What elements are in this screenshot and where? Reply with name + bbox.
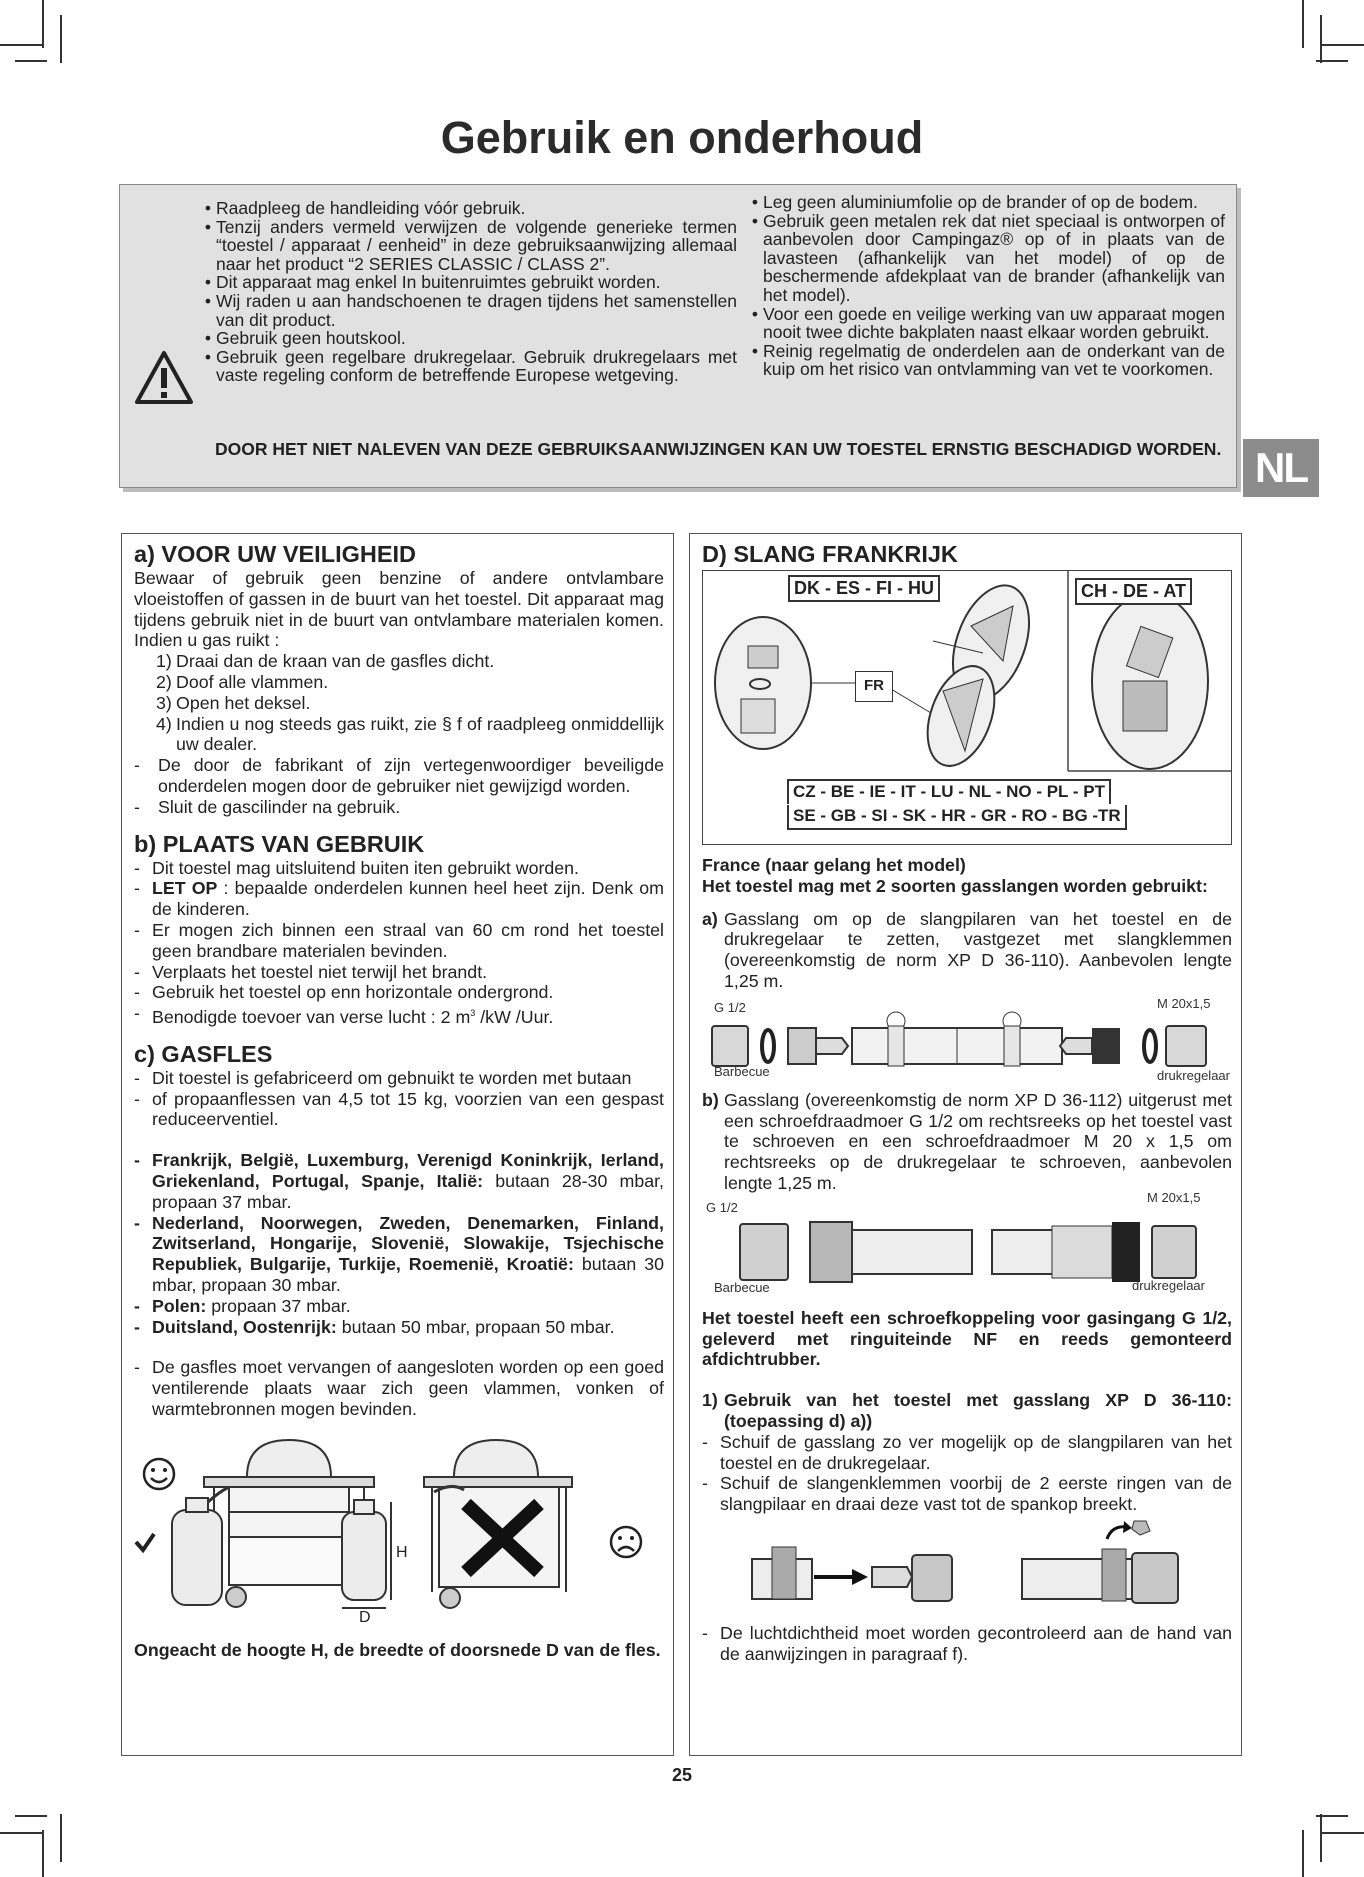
- crop-mark: [60, 1814, 62, 1862]
- list-item: - Dit toestel mag uitsluitend buiten iten gebruikt worden.: [134, 857, 579, 878]
- crop-mark: [42, 1830, 44, 1877]
- step-text: Draai dan de kraan van de gasfles dicht.: [176, 651, 495, 672]
- section-a-steps: [134, 651, 664, 755]
- crop-mark: [1302, 1830, 1304, 1877]
- dimension-h-label: H: [396, 1543, 408, 1561]
- step-number: 1): [156, 651, 172, 672]
- hose-b-figure: [702, 1189, 1232, 1298]
- crop-mark: [0, 1832, 42, 1834]
- bullet: •: [204, 346, 212, 367]
- bullet: •: [204, 328, 212, 349]
- france-subtitle: Het toestel mag met 2 soorten gasslangen worden gebruikt:: [702, 875, 1208, 896]
- bullet-text: Tenzij anders vermeld verwijzen de volgende generieke termen “toestel / apparaat / eenheid” in deze gebruiksaanwijzing allemaal naar het product “2 SERIES CLASSIC / CLASS 2”.: [216, 216, 737, 274]
- warning-list-left: [200, 199, 737, 385]
- fig1-right-label: drukregelaar: [1157, 1067, 1230, 1083]
- country-pressure-list: [134, 1150, 664, 1337]
- pressure-values: butaan 30 mbar, propaan 30 mbar.: [152, 1254, 664, 1296]
- list-item: [134, 797, 664, 818]
- crop-mark: [15, 1815, 47, 1817]
- bullet-text: Reinig regelmatig de onderdelen aan de onderkant van de kuip om het risico van ontvlamming van vet te voorkomen.: [763, 340, 1225, 380]
- country-pressure-text: [152, 1213, 664, 1296]
- crop-mark: [1302, 0, 1304, 48]
- hose-connector-figure: [702, 570, 1232, 845]
- gas-cylinder-left: [172, 1487, 229, 1605]
- hose-a-figure: [702, 996, 1232, 1086]
- fig1-g-label: G 1/2: [714, 999, 746, 1015]
- step-number: 4): [156, 713, 172, 734]
- bullet-text: Dit apparaat mag enkel In buitenruimtes gebruikt worden.: [216, 272, 661, 293]
- dimension-d-label: D: [359, 1608, 371, 1626]
- warning-triangle-icon: [134, 350, 194, 406]
- bbq-cylinder-figure: [134, 1432, 664, 1632]
- right-column-panel: [689, 533, 1242, 1756]
- step-number: 3): [156, 692, 172, 713]
- numbered-step: [156, 693, 664, 714]
- crop-mark: [15, 60, 47, 62]
- country-pressure-text: [152, 1150, 664, 1212]
- bullet-item: [747, 212, 1225, 305]
- crop-mark: [1322, 1832, 1364, 1834]
- dash: -: [134, 1295, 140, 1316]
- bullet: •: [204, 198, 212, 218]
- bullet: •: [204, 290, 212, 311]
- country-pressure-text: [152, 1296, 664, 1317]
- bullet: •: [751, 210, 759, 231]
- step-number: 2): [156, 671, 172, 692]
- dash: -: [134, 1316, 140, 1337]
- bbq-right: [424, 1440, 572, 1608]
- numbered-step: [156, 714, 664, 756]
- list-item: - De luchtdichtheid moet worden gecontroleerd aan de hand van de aanwijzingen in paragraaf f).: [702, 1622, 1232, 1664]
- let-op-label: LET OP: [152, 878, 218, 899]
- section-a-dashes: [134, 755, 664, 817]
- bullet-text: Wij raden u aan handschoenen te dragen tijdens het samenstellen van dit product.: [216, 290, 737, 330]
- hose-clamp-illustration: [702, 996, 1232, 1086]
- list-item-text: Sluit de gascilinder na gebruik.: [158, 796, 401, 817]
- bullet: •: [204, 216, 212, 237]
- section-b-heading: b) PLAATS VAN GEBRUIK: [134, 830, 425, 857]
- bullet-text: Gebruik geen houtskool.: [216, 328, 406, 349]
- warning-box: [119, 184, 1237, 488]
- crop-mark: [1316, 60, 1348, 62]
- country-code-row1: CZ - BE - IE - IT - LU - NL - NO - PL - PT: [787, 779, 1111, 804]
- bullet-text: Voor een goede en veilige werking van uw apparaat mogen nooit twee dichte bakplaten naast elkaar worden gebruikt.: [763, 303, 1225, 343]
- bullet: •: [751, 303, 759, 324]
- list-item: - LET OP : bepaalde onderdelen kunnen heel heet zijn. Denk om de kinderen.: [134, 878, 664, 920]
- list-item: [134, 755, 664, 797]
- check-icon: [136, 1534, 154, 1550]
- country-pressure-item: [134, 1150, 664, 1212]
- connection-note: Het toestel heeft een schroefkoppeling voor gasingang G 1/2, geleverd met ringuiteinde NF en reeds gemonteerd afdichtrubber.: [702, 1307, 1232, 1370]
- step-text: Open het deksel.: [176, 692, 311, 713]
- country-names: Frankrijk, België, Luxemburg, Verenigd Koninkrijk, Ierland, Griekenland, Portugal, Spanje, Italië:: [152, 1150, 664, 1192]
- bullet-text: Gebruik geen regelbare drukregelaar. Gebruik drukregelaars met vaste regeling conform de betreffende Europese wetgeving.: [216, 346, 737, 386]
- bullet-item: [747, 305, 1225, 342]
- crop-mark: [1320, 1814, 1322, 1862]
- list-item: - Er mogen zich binnen een straal van 60 cm rond het toestel geen brandbare materialen bevinden.: [134, 919, 664, 961]
- list-item: - Benodigde toevoer van verse lucht : 2 $m^3$ /kW /Uur.: [134, 1003, 554, 1028]
- crop-mark: [42, 0, 44, 48]
- hose-type-a: a) Gasslang om op de slangpilaren van het toestel en de drukregelaar te zetten, vastgezet met slangklemmen (overeenkomstig de norm XP D 36-110). Aanbevolen lengte 1,25 m.: [702, 908, 1232, 991]
- country-pressure-text: [152, 1317, 664, 1338]
- list-item: - Verplaats het toestel niet terwijl het brandt.: [134, 961, 488, 982]
- bbq-illustration: [134, 1432, 664, 1632]
- clamp-tightening-figure: [702, 1519, 1232, 1619]
- smiley-icon: [144, 1459, 174, 1489]
- bullet-text: Gebruik geen metalen rek dat niet speciaal is ontworpen of aanbevolen door Campingaz® op of in plaats van de lavasteen (afhankelijk van het model) of op de beschermende afdekplaat van de brander (afhankelijk van het model).: [763, 210, 1225, 305]
- dash: -: [134, 755, 140, 776]
- dash: -: [134, 1212, 140, 1233]
- list-item: - Dit toestel is gefabriceerd om gebnuikt te worden met butaan: [134, 1067, 632, 1088]
- bullet-item: [747, 193, 1225, 212]
- country-code-fr: FR: [855, 671, 893, 702]
- cylinder-caption: Ongeacht de hoogte H, de breedte of doorsnede D van de fles.: [134, 1639, 661, 1660]
- crop-mark: [0, 44, 42, 46]
- language-tab: NL: [1243, 439, 1319, 497]
- country-names: Polen:: [152, 1295, 207, 1316]
- numbered-step: [156, 651, 664, 672]
- usage-step-1-title: 1) Gebruik van het toestel met gasslang XP D 36-110: (toepassing d) a)): [702, 1390, 1232, 1431]
- bullet-item: [747, 342, 1225, 379]
- pressure-values: butaan 28-30 mbar, propaan 37 mbar.: [152, 1171, 664, 1212]
- country-code-dk: DK - ES - FI - HU: [788, 575, 940, 602]
- bullet: •: [751, 192, 759, 212]
- crop-mark: [1320, 15, 1322, 63]
- fig2-m-label: M 20x1,5: [1147, 1189, 1201, 1205]
- country-names: Nederland, Noorwegen, Zweden, Denemarken, Finland, Zwitserland, Hongarije, Slovenië, Slowakije, Tsjechische Republiek, Bulgarije, Turkije, Roemenië, Kroatië:: [152, 1212, 664, 1275]
- page-number: 25: [671, 1765, 693, 1785]
- bullet-item: [200, 329, 737, 348]
- gas-cylinder-middle: [342, 1500, 391, 1608]
- list-item: - Schuif de slangenklemmen voorbij de 2 eerste ringen van de slangpilaar en draai deze vast tot de spankop breekt.: [702, 1473, 1232, 1515]
- dash: -: [134, 1150, 140, 1171]
- fig2-right-label: drukregelaar: [1132, 1277, 1205, 1293]
- crop-mark: [1322, 44, 1364, 46]
- warning-list-right: [747, 193, 1225, 379]
- bullet-item: [200, 273, 737, 292]
- country-code-row2: SE - GB - SI - SK - HR - GR - RO - BG -TR: [787, 805, 1127, 830]
- dash: -: [134, 796, 140, 817]
- list-item: - Gebruik het toestel op enn horizontale ondergrond.: [134, 982, 554, 1003]
- list-item: - De gasfles moet vervangen of aangesloten worden op een goed ventilerende plaats waar zich geen vlammen, vonken of warmtebronnen mogen bevinden.: [134, 1357, 664, 1420]
- bullet: •: [204, 272, 212, 293]
- section-a-heading: a) VOOR UW VEILIGHEID: [134, 541, 417, 567]
- numbered-step: [156, 672, 664, 693]
- country-pressure-item: [134, 1296, 664, 1317]
- step-text: Indien u nog steeds gas ruikt, zie § f of raadpleeg onmiddellijk uw dealer.: [176, 713, 664, 755]
- bullet-text: Raadpleeg de handleiding vóór gebruik.: [216, 198, 526, 218]
- crop-mark: [1316, 1815, 1348, 1817]
- country-code-ch: CH - DE - AT: [1075, 578, 1192, 605]
- bullet-item: [200, 218, 737, 274]
- section-a-intro: Bewaar of gebruik geen benzine of andere ontvlambare vloeistoffen of gassen in de buurt van het toestel. Dit apparaat mag tijdens gebruik niet in de buurt van ontvlambare materialen komen. Indien u gas ruikt :: [134, 568, 664, 651]
- step-text: Doof alle vlammen.: [176, 671, 329, 692]
- clamp-illustration: [702, 1519, 1232, 1619]
- hose-type-b: b) Gasslang (overeenkomstig de norm XP D 36-112) uitgerust met een schroefdraadmoer G 1/2 om rechtsreeks op het toestel vast te schroeven en een schroefdraadmoer M 20 x 1,5 om rechtsreeks op de drukregelaar te schroeven, aanbevolen lengte 1,25 m.: [702, 1089, 1232, 1193]
- bullet-item: [200, 348, 737, 385]
- fig2-left-label: Barbecue: [714, 1279, 770, 1295]
- crop-mark: [60, 15, 62, 63]
- bullet-item: [200, 292, 737, 329]
- bullet-item: [200, 199, 737, 218]
- france-title: France (naar gelang het model): [702, 855, 966, 875]
- country-pressure-item: [134, 1213, 664, 1296]
- fig1-m-label: M 20x1,5: [1157, 995, 1211, 1011]
- list-item: - Schuif de gasslang zo ver mogelijk op de slangpilaren van het toestel en de drukregelaar.: [702, 1431, 1232, 1473]
- sad-face-icon: [611, 1527, 641, 1557]
- warning-footer: DOOR HET NIET NALEVEN VAN DEZE GEBRUIKSAANWIJZINGEN KAN UW TOESTEL ERNSTIG BESCHADIGD WORDEN.: [215, 439, 1222, 459]
- country-pressure-item: [134, 1317, 664, 1338]
- bullet: •: [751, 340, 759, 361]
- list-item: - of propaanflessen van 4,5 tot 15 kg, voorzien van een gespast reduceerventiel.: [134, 1088, 664, 1130]
- left-column-panel: [121, 533, 674, 1756]
- pressure-values: propaan 37 mbar.: [206, 1295, 351, 1316]
- pressure-values: butaan 50 mbar, propaan 50 mbar.: [336, 1316, 615, 1337]
- section-c-heading: c) GASFLES: [134, 1040, 273, 1067]
- page-title: Gebruik en onderhoud: [440, 112, 924, 163]
- fig2-g-label: G 1/2: [706, 1199, 738, 1215]
- bullet-text: Leg geen aluminiumfolie op de brander of op de bodem.: [763, 192, 1198, 212]
- list-item-text: De door de fabrikant of zijn vertegenwoordiger beveiligde onderdelen mogen door de gebruiker niet gewijzigd worden.: [158, 755, 664, 796]
- section-d-heading: D) SLANG FRANKRIJK: [702, 541, 958, 567]
- fig1-left-label: Barbecue: [714, 1063, 770, 1079]
- country-names: Duitsland, Oostenrijk:: [152, 1316, 337, 1337]
